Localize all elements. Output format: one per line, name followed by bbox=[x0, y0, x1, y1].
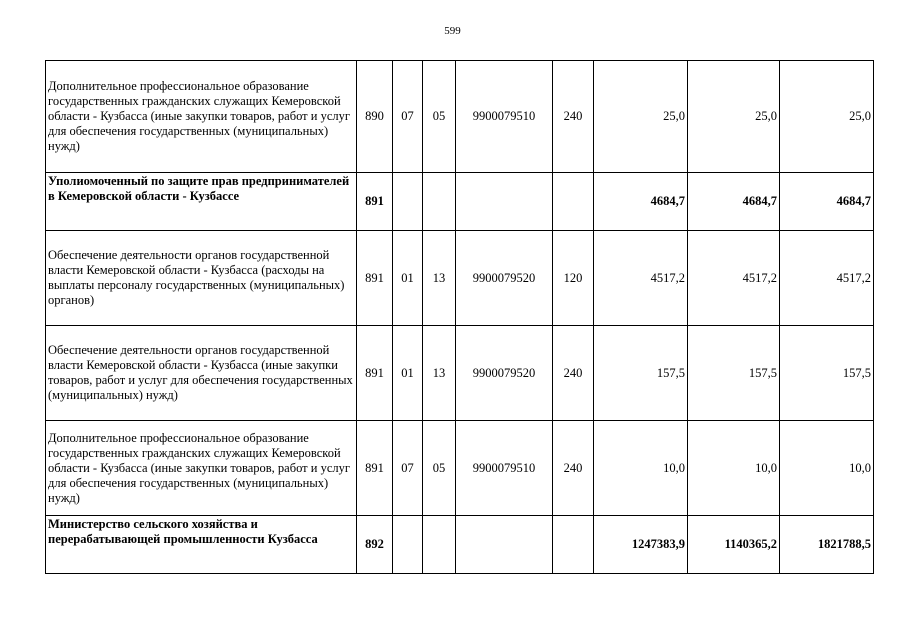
rz-cell: 07 bbox=[393, 421, 423, 516]
sum-2-cell: 157,5 bbox=[688, 326, 780, 421]
vr-cell: 240 bbox=[553, 61, 594, 173]
sum-1-cell: 1247383,9 bbox=[594, 516, 688, 574]
sum-2-cell: 4684,7 bbox=[688, 173, 780, 231]
pr-cell: 05 bbox=[423, 61, 456, 173]
sum-2-cell: 1140365,2 bbox=[688, 516, 780, 574]
pr-cell: 13 bbox=[423, 326, 456, 421]
sum-3-cell: 4684,7 bbox=[780, 173, 874, 231]
table-row bbox=[46, 61, 874, 173]
sum-3-cell: 25,0 bbox=[780, 61, 874, 173]
budget-table bbox=[45, 60, 874, 574]
sum-3-cell: 157,5 bbox=[780, 326, 874, 421]
sum-3-cell: 4517,2 bbox=[780, 231, 874, 326]
vr-cell bbox=[553, 516, 594, 574]
csr-cell: 9900079510 bbox=[456, 421, 553, 516]
row-name-cell: Уполиомоченный по защите прав предпринимателей в Кемеровской области - Кузбассе bbox=[46, 173, 357, 231]
row-name-cell: Обеспечение деятельности органов государственной власти Кемеровской области - Кузбасса (иные закупки товаров, работ и услуг для обеспечения государственных (муниципальных) нужд) bbox=[46, 326, 357, 421]
csr-cell bbox=[456, 173, 553, 231]
page-number: 599 bbox=[444, 25, 461, 37]
ved-cell: 891 bbox=[357, 326, 393, 421]
row-name-cell: Министерство сельского хозяйства и перерабатывающей промышленности Кузбасса bbox=[46, 516, 357, 574]
vr-cell: 120 bbox=[553, 231, 594, 326]
ved-cell: 892 bbox=[357, 516, 393, 574]
csr-cell: 9900079510 bbox=[456, 61, 553, 173]
sum-3-cell: 1821788,5 bbox=[780, 516, 874, 574]
row-name-cell: Обеспечение деятельности органов государственной власти Кемеровской области - Кузбасса (расходы на выплаты персоналу государственных (муниципальных) органов) bbox=[46, 231, 357, 326]
ved-cell: 891 bbox=[357, 421, 393, 516]
pr-cell bbox=[423, 173, 456, 231]
ved-cell: 890 bbox=[357, 61, 393, 173]
table-row bbox=[46, 326, 874, 421]
vr-cell: 240 bbox=[553, 421, 594, 516]
sum-1-cell: 25,0 bbox=[594, 61, 688, 173]
table-section-row bbox=[46, 173, 874, 231]
csr-cell: 9900079520 bbox=[456, 326, 553, 421]
rz-cell: 01 bbox=[393, 326, 423, 421]
sum-1-cell: 10,0 bbox=[594, 421, 688, 516]
row-name-cell: Дополнительное профессиональное образование государственных гражданских служащих Кемеровской области - Кузбасса (иные закупки товаров, работ и услуг для обеспечения государственных (муниципальных) нужд) bbox=[46, 61, 357, 173]
sum-1-cell: 4517,2 bbox=[594, 231, 688, 326]
sum-1-cell: 157,5 bbox=[594, 326, 688, 421]
sum-2-cell: 25,0 bbox=[688, 61, 780, 173]
rz-cell: 01 bbox=[393, 231, 423, 326]
rz-cell: 07 bbox=[393, 61, 423, 173]
row-name-cell: Дополнительное профессиональное образование государственных гражданских служащих Кемеровской области - Кузбасса (иные закупки товаров, работ и услуг для обеспечения государственных (муниципальных) нужд) bbox=[46, 421, 357, 516]
vr-cell: 240 bbox=[553, 326, 594, 421]
table-section-row bbox=[46, 516, 874, 574]
rz-cell bbox=[393, 516, 423, 574]
pr-cell bbox=[423, 516, 456, 574]
csr-cell: 9900079520 bbox=[456, 231, 553, 326]
table-row bbox=[46, 421, 874, 516]
rz-cell bbox=[393, 173, 423, 231]
vr-cell bbox=[553, 173, 594, 231]
ved-cell: 891 bbox=[357, 231, 393, 326]
table-row bbox=[46, 231, 874, 326]
sum-2-cell: 4517,2 bbox=[688, 231, 780, 326]
sum-3-cell: 10,0 bbox=[780, 421, 874, 516]
pr-cell: 13 bbox=[423, 231, 456, 326]
pr-cell: 05 bbox=[423, 421, 456, 516]
sum-2-cell: 10,0 bbox=[688, 421, 780, 516]
sum-1-cell: 4684,7 bbox=[594, 173, 688, 231]
ved-cell: 891 bbox=[357, 173, 393, 231]
csr-cell bbox=[456, 516, 553, 574]
